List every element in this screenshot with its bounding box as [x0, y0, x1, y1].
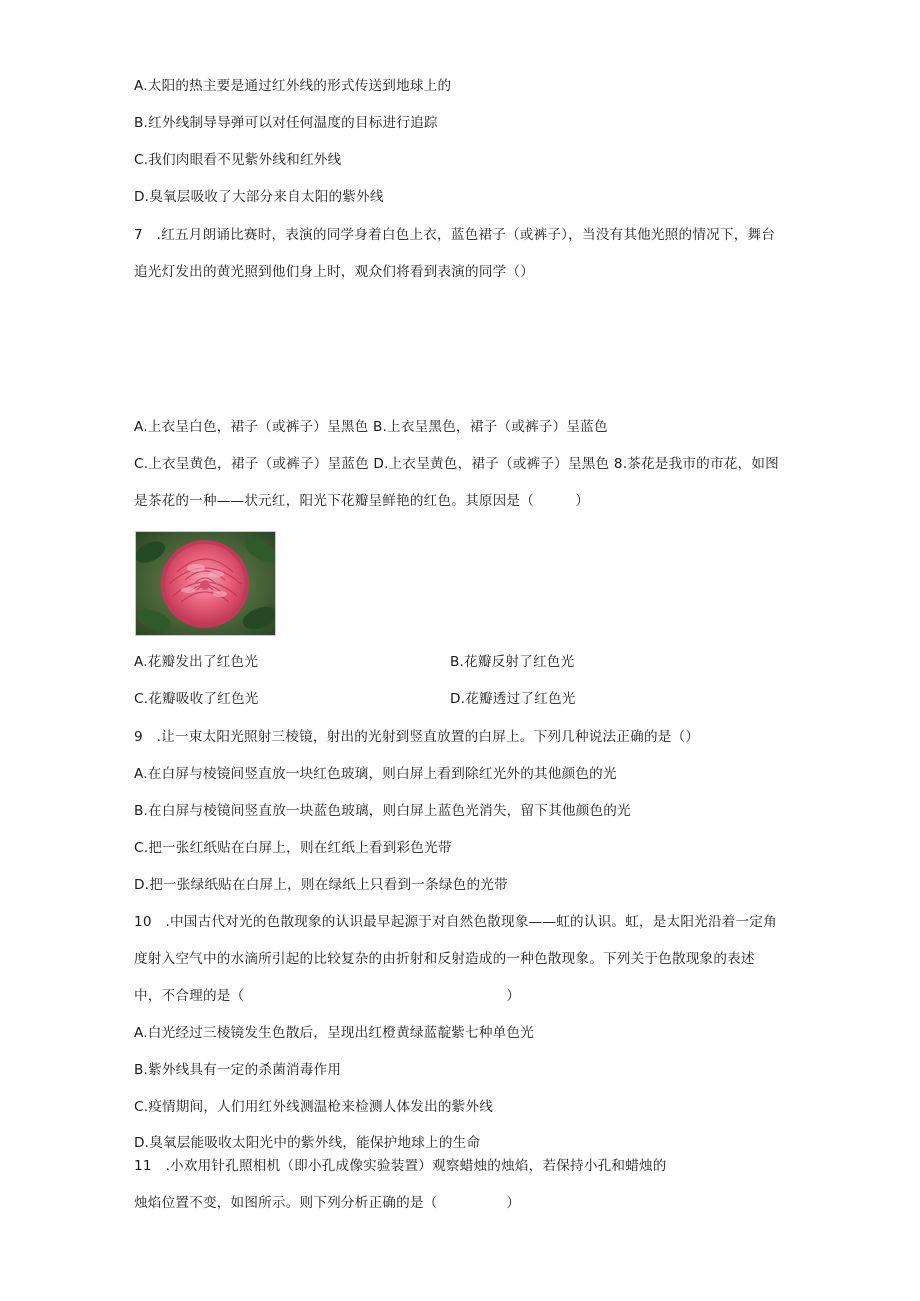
text-line: A.白光经过三棱镜发生色散后，呈现出红橙黄绿蓝靛紫七种单色光 [134, 1025, 535, 1041]
question-11-line-1: 11 .小欢用针孔照相机（即小孔成像实验装置）观察蜡烛的烛焰，若保持小孔和蜡烛的 [134, 1158, 667, 1174]
option-b: B.花瓣反射了红色光 [450, 654, 575, 670]
camellia-flower-image [136, 532, 275, 635]
question-10-line-3: 中，不合理的是（ ） [134, 988, 521, 1004]
option-d: D.花瓣透过了红色光 [450, 691, 576, 707]
option-a: A.花瓣发出了红色光 [134, 654, 259, 670]
text-line: B.在白屏与棱镜间竖直放一块蓝色玻璃，则白屏上蓝色光消失，留下其他颜色的光 [134, 803, 631, 819]
text-line: B.紫外线具有一定的杀菌消毒作用 [134, 1062, 342, 1078]
text-line: A.在白屏与棱镜间竖直放一块红色玻璃，则白屏上看到除红光外的其他颜色的光 [134, 766, 617, 782]
text-line: C.我们肉眼看不见紫外线和红外线 [134, 152, 342, 168]
question-9: 9 .让一束太阳光照射三棱镜，射出的光射到竖直放置的白屏上。下列几种说法正确的是（） [134, 729, 700, 745]
camellia-photo [135, 531, 276, 636]
text-line: C.疫情期间，人们用红外线测温枪来检测人体发出的紫外线 [134, 1099, 494, 1115]
question-7-line-2: 追光灯发出的黄光照到他们身上时，观众们将看到表演的同学（） [134, 264, 535, 280]
text-line: D.把一张绿纸贴在白屏上，则在绿纸上只看到一条绿色的光带 [134, 877, 508, 893]
text-line: B.红外线制导导弹可以对任何温度的目标进行追踪 [134, 115, 438, 131]
text-line: D.臭氧层吸收了大部分来自太阳的紫外线 [134, 189, 384, 205]
question-10-line-1: 10 .中国古代对光的色散现象的认识最早起源于对自然色散现象——虹的认识。虹，是太阳光沿着一定角 [134, 914, 777, 930]
question-8-line-2: 是茶花的一种——状元红，阳光下花瓣呈鲜艳的红色。其原因是（ ） [134, 493, 590, 509]
text-line: C.把一张红纸贴在白屏上，则在红纸上看到彩色光带 [134, 840, 452, 856]
text-line: A.上衣呈白色，裙子（或裤子）呈黑色 B.上衣呈黑色，裙子（或裤子）呈蓝色 [134, 419, 608, 435]
question-7-line-1: 7 .红五月朗诵比赛时，表演的同学身着白色上衣，蓝色裙子（或裤子），当没有其他光照的情况下，舞台 [134, 227, 776, 243]
text-line: D.臭氧层能吸收太阳光中的紫外线，能保护地球上的生命 [134, 1135, 481, 1151]
option-c: C.花瓣吸收了红色光 [134, 691, 259, 707]
question-11-line-2: 烛焰位置不变，如图所示。则下列分析正确的是（ ） [134, 1195, 521, 1211]
question-10-line-2: 度射入空气中的水滴所引起的比较复杂的由折射和反射造成的一种色散现象。下列关于色散现象的表述 [134, 951, 755, 967]
text-line: A.太阳的热主要是通过红外线的形式传送到地球上的 [134, 78, 452, 94]
text-line: C.上衣呈黄色，裙子（或裤子）呈蓝色 D.上衣呈黄色，裙子（或裤子）呈黑色 8.茶花是我市的市花，如图 [134, 456, 779, 472]
